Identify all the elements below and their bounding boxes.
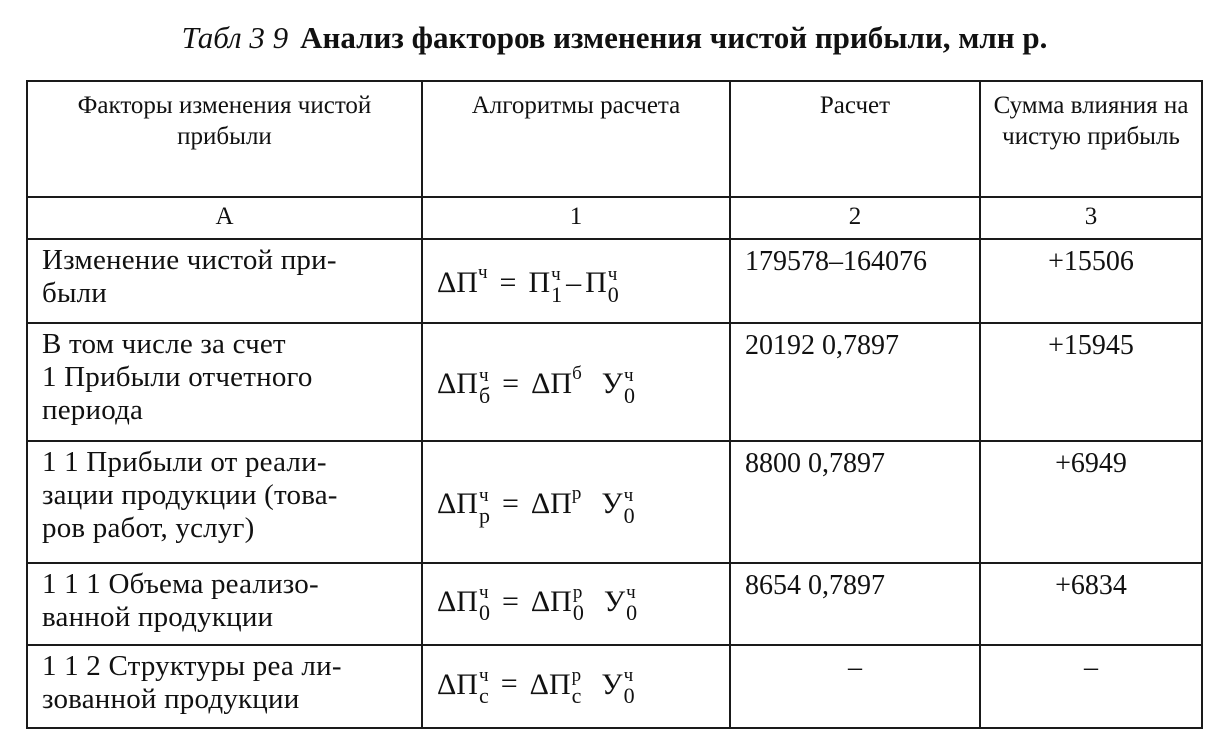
calculation-cell: 20192 0,7897 — [730, 323, 980, 441]
table-number: Табл 3 9 — [181, 20, 289, 55]
header-calculation: Расчет — [730, 81, 980, 197]
calculation-cell: 8654 0,7897 — [730, 563, 980, 645]
formula: ΔП ч б = $\Delta П^б$ У ч 0 — [437, 363, 635, 408]
impact-cell: +6834 — [980, 563, 1202, 645]
table-row — [27, 239, 1202, 323]
impact-cell: +6949 — [980, 441, 1202, 563]
column-number: А — [27, 197, 422, 239]
header-row — [27, 81, 1202, 197]
table-row — [27, 323, 1202, 441]
formula: $\Delta П^ч = П$ ч 1 – П ч 0 — [437, 262, 619, 307]
formula-cell — [422, 563, 730, 645]
table-title: Анализ факторов изменения чистой прибыли, млн р. — [300, 20, 1048, 55]
formula-cell — [422, 441, 730, 563]
factor-cell: Изменение чистой при- были — [27, 239, 422, 323]
formula: ΔП ч 0 = ΔП р 0 У ч 0 — [437, 582, 638, 625]
header-algorithms: Алгоритмы расчета — [422, 81, 730, 197]
formula-cell — [422, 645, 730, 728]
factor-analysis-table — [26, 80, 1203, 729]
formula: ΔП ч р = $\Delta П^р$ У ч 0 — [437, 483, 635, 528]
formula: ΔП ч с = ΔП р с У ч 0 — [437, 664, 635, 708]
table-row — [27, 645, 1202, 728]
table-row — [27, 563, 1202, 645]
factor-cell: 1 1 1 Объема реализо- ванной продукции — [27, 563, 422, 645]
calculation-cell: – — [730, 645, 980, 728]
factor-cell: В том числе за счет 1 Прибыли отчетного периода — [27, 323, 422, 441]
impact-cell: +15945 — [980, 323, 1202, 441]
column-number: 1 — [422, 197, 730, 239]
table-caption — [0, 18, 1229, 58]
header-impact: Сумма влияния на чистую прибыль — [980, 81, 1202, 197]
factor-cell: 1 1 Прибыли от реали- зации продукции (това- ров работ, услуг) — [27, 441, 422, 563]
column-number: 3 — [980, 197, 1202, 239]
formula-cell — [422, 323, 730, 441]
table-row — [27, 441, 1202, 563]
formula-cell — [422, 239, 730, 323]
column-number: 2 — [730, 197, 980, 239]
factor-cell: 1 1 2 Структуры реа ли- зованной продукции — [27, 645, 422, 728]
calculation-cell: 8800 0,7897 — [730, 441, 980, 563]
calculation-cell: 179578–164076 — [730, 239, 980, 323]
header-factors: Факторы изменения чистой прибыли — [27, 81, 422, 197]
impact-cell: – — [980, 645, 1202, 728]
impact-cell: +15506 — [980, 239, 1202, 323]
column-number-row — [27, 197, 1202, 239]
